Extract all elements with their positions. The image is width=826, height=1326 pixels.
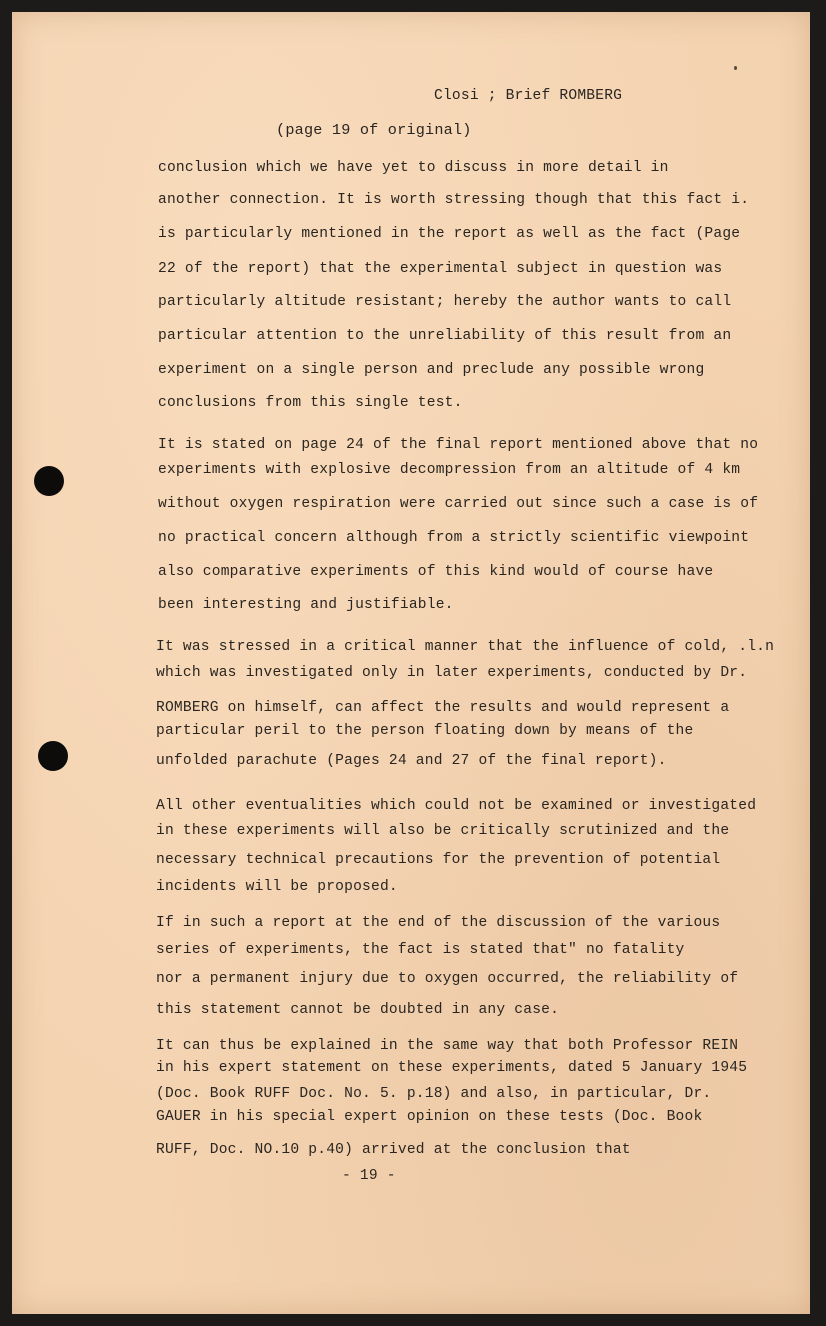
text-line: in his expert statement on these experiments, dated 5 January 1945 bbox=[156, 1060, 748, 1076]
text-line: If in such a report at the end of the discussion of the various bbox=[156, 915, 721, 931]
text-line: also comparative experiments of this kind would of course have bbox=[158, 564, 714, 580]
text-line: no practical concern although from a strictly scientific viewpoint bbox=[158, 530, 750, 546]
binder-hole-top bbox=[34, 466, 64, 496]
text-line: without oxygen respiration were carried out since such a case is of bbox=[158, 496, 759, 512]
text-line: RUFF, Doc. NO.10 p.40) arrived at the conclusion that bbox=[156, 1142, 631, 1158]
text-line: 22 of the report) that the experimental subject in question was bbox=[158, 261, 723, 277]
binder-hole-bottom bbox=[38, 741, 68, 771]
text-line: conclusion which we have yet to discuss in more detail in bbox=[158, 160, 669, 176]
text-line: particularly altitude resistant; hereby the author wants to call bbox=[158, 294, 732, 310]
text-line: experiments with explosive decompression from an altitude of 4 km bbox=[158, 462, 741, 478]
text-line: which was investigated only in later experiments, conducted by Dr. bbox=[156, 665, 748, 681]
page-reference: (page 19 of original) bbox=[276, 121, 472, 139]
text-line: in these experiments will also be critically scrutinized and the bbox=[156, 823, 730, 839]
text-line: It was stressed in a critical manner that the influence of cold, .l.n bbox=[156, 639, 775, 655]
text-line: this statement cannot be doubted in any case. bbox=[156, 1002, 560, 1018]
text-line: particular attention to the unreliability of this result from an bbox=[158, 328, 732, 344]
text-line: been interesting and justifiable. bbox=[158, 597, 454, 613]
text-line: It can thus be explained in the same way that both Professor REIN bbox=[156, 1038, 739, 1054]
text-line: experiment on a single person and preclude any possible wrong bbox=[158, 362, 705, 378]
text-line: unfolded parachute (Pages 24 and 27 of the final report). bbox=[156, 753, 667, 769]
text-line: is particularly mentioned in the report as well as the fact (Page bbox=[158, 226, 741, 242]
text-line: All other eventualities which could not be examined or investigated bbox=[156, 798, 757, 814]
text-line: another connection. It is worth stressing though that this fact i. bbox=[158, 192, 750, 208]
paper-speck bbox=[734, 66, 737, 70]
text-line: series of experiments, the fact is stated that" no fatality bbox=[156, 942, 685, 958]
brief-title: Closi ; Brief ROMBERG bbox=[434, 88, 623, 104]
text-line: conclusions from this single test. bbox=[158, 395, 463, 411]
text-line: (Doc. Book RUFF Doc. No. 5. p.18) and also, in particular, Dr. bbox=[156, 1086, 712, 1102]
text-line: particular peril to the person floating down by means of the bbox=[156, 723, 694, 739]
page-number: - 19 - bbox=[342, 1168, 396, 1184]
text-line: nor a permanent injury due to oxygen occurred, the reliability of bbox=[156, 971, 739, 987]
text-line: GAUER in his special expert opinion on these tests (Doc. Book bbox=[156, 1109, 703, 1125]
text-line: It is stated on page 24 of the final report mentioned above that no bbox=[158, 437, 759, 453]
text-line: necessary technical precautions for the prevention of potential bbox=[156, 852, 721, 868]
text-line: incidents will be proposed. bbox=[156, 879, 398, 895]
text-line: ROMBERG on himself, can affect the results and would represent a bbox=[156, 700, 730, 716]
